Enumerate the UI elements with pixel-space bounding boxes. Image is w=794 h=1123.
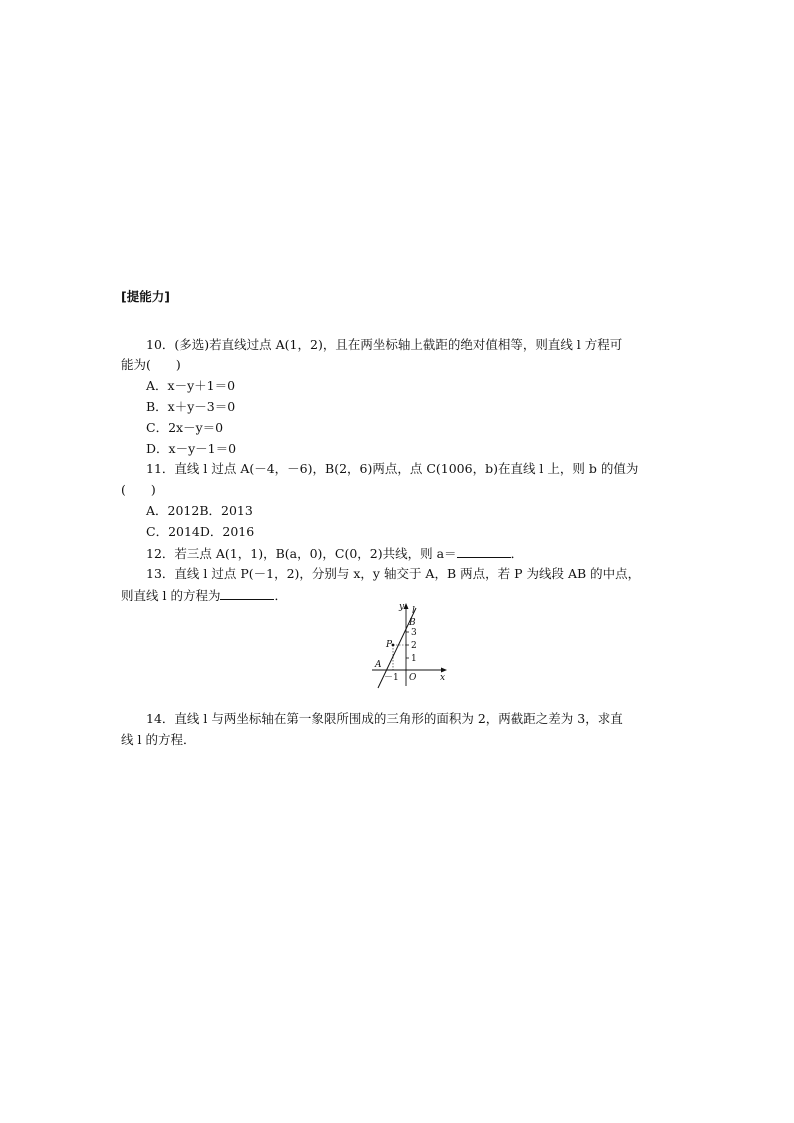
question-11-options-cd: C．2014D．2016 [146,524,255,539]
question-11-options-ab: A．2012B．2013 [146,503,253,518]
question-12 [146,545,523,562]
label-neg1: －1 [384,673,399,683]
label-a: A [375,660,382,670]
question-10-option-d: D．x－y－1＝0 [146,441,237,456]
question-11-stem-line2: ( ) [121,482,156,497]
label-tick-3: 3 [411,628,417,638]
question-12-answer-blank [457,545,511,558]
label-l: l [412,606,415,616]
question-12-period: ． [510,546,524,561]
label-origin: O [409,673,417,683]
label-x: x [440,673,446,683]
label-y: y [399,602,405,612]
question-10-stem-line2: 能为( ) [121,357,181,372]
question-13-stem-line2 [121,587,287,604]
question-13-period: ． [274,588,287,603]
label-p: P [386,640,393,650]
question-11-stem-line1: 11．直线 l 过点 A(－4，－6)，B(2，6)两点，点 C(1006，b)在直线 l 上，则 b 的值为 [146,461,639,476]
label-tick-1: 1 [411,654,417,664]
question-13-stem-text: 则直线 l 的方程为 [121,588,221,603]
x-axis-arrow [441,668,447,673]
question-10-option-a: A．x－y＋1＝0 [146,378,236,393]
y-axis-arrow [404,603,409,609]
question-10-option-c: C．2x－y＝0 [146,420,224,435]
question-13-answer-blank [220,587,274,600]
section-heading: [提能力] [121,289,170,304]
question-13-stem-line1: 13．直线 l 过点 P(－1，2)，分别与 x，y 轴交于 A，B 两点，若 P 为线段 AB 的中点， [146,566,641,581]
question-10-stem-line1: 10．(多选)若直线过点 A(1，2)，且在两坐标轴上截距的绝对值相等，则直线 l 方程可 [146,337,623,352]
label-tick-2: 2 [411,641,417,651]
question-10-option-b: B．x＋y－3＝0 [146,399,236,414]
question-12-stem: 12．若三点 A(1，1)，B(a，0)，C(0，2)共线，则 a＝ [146,546,457,561]
question-14-stem-line2: 线 l 的方程． [121,732,196,747]
question-14-stem-line1: 14．直线 l 与两坐标轴在第一象限所围成的三角形的面积为 2，两截距之差为 3，求直 [146,711,623,726]
coordinate-figure [370,600,452,690]
label-b: B [409,618,416,628]
